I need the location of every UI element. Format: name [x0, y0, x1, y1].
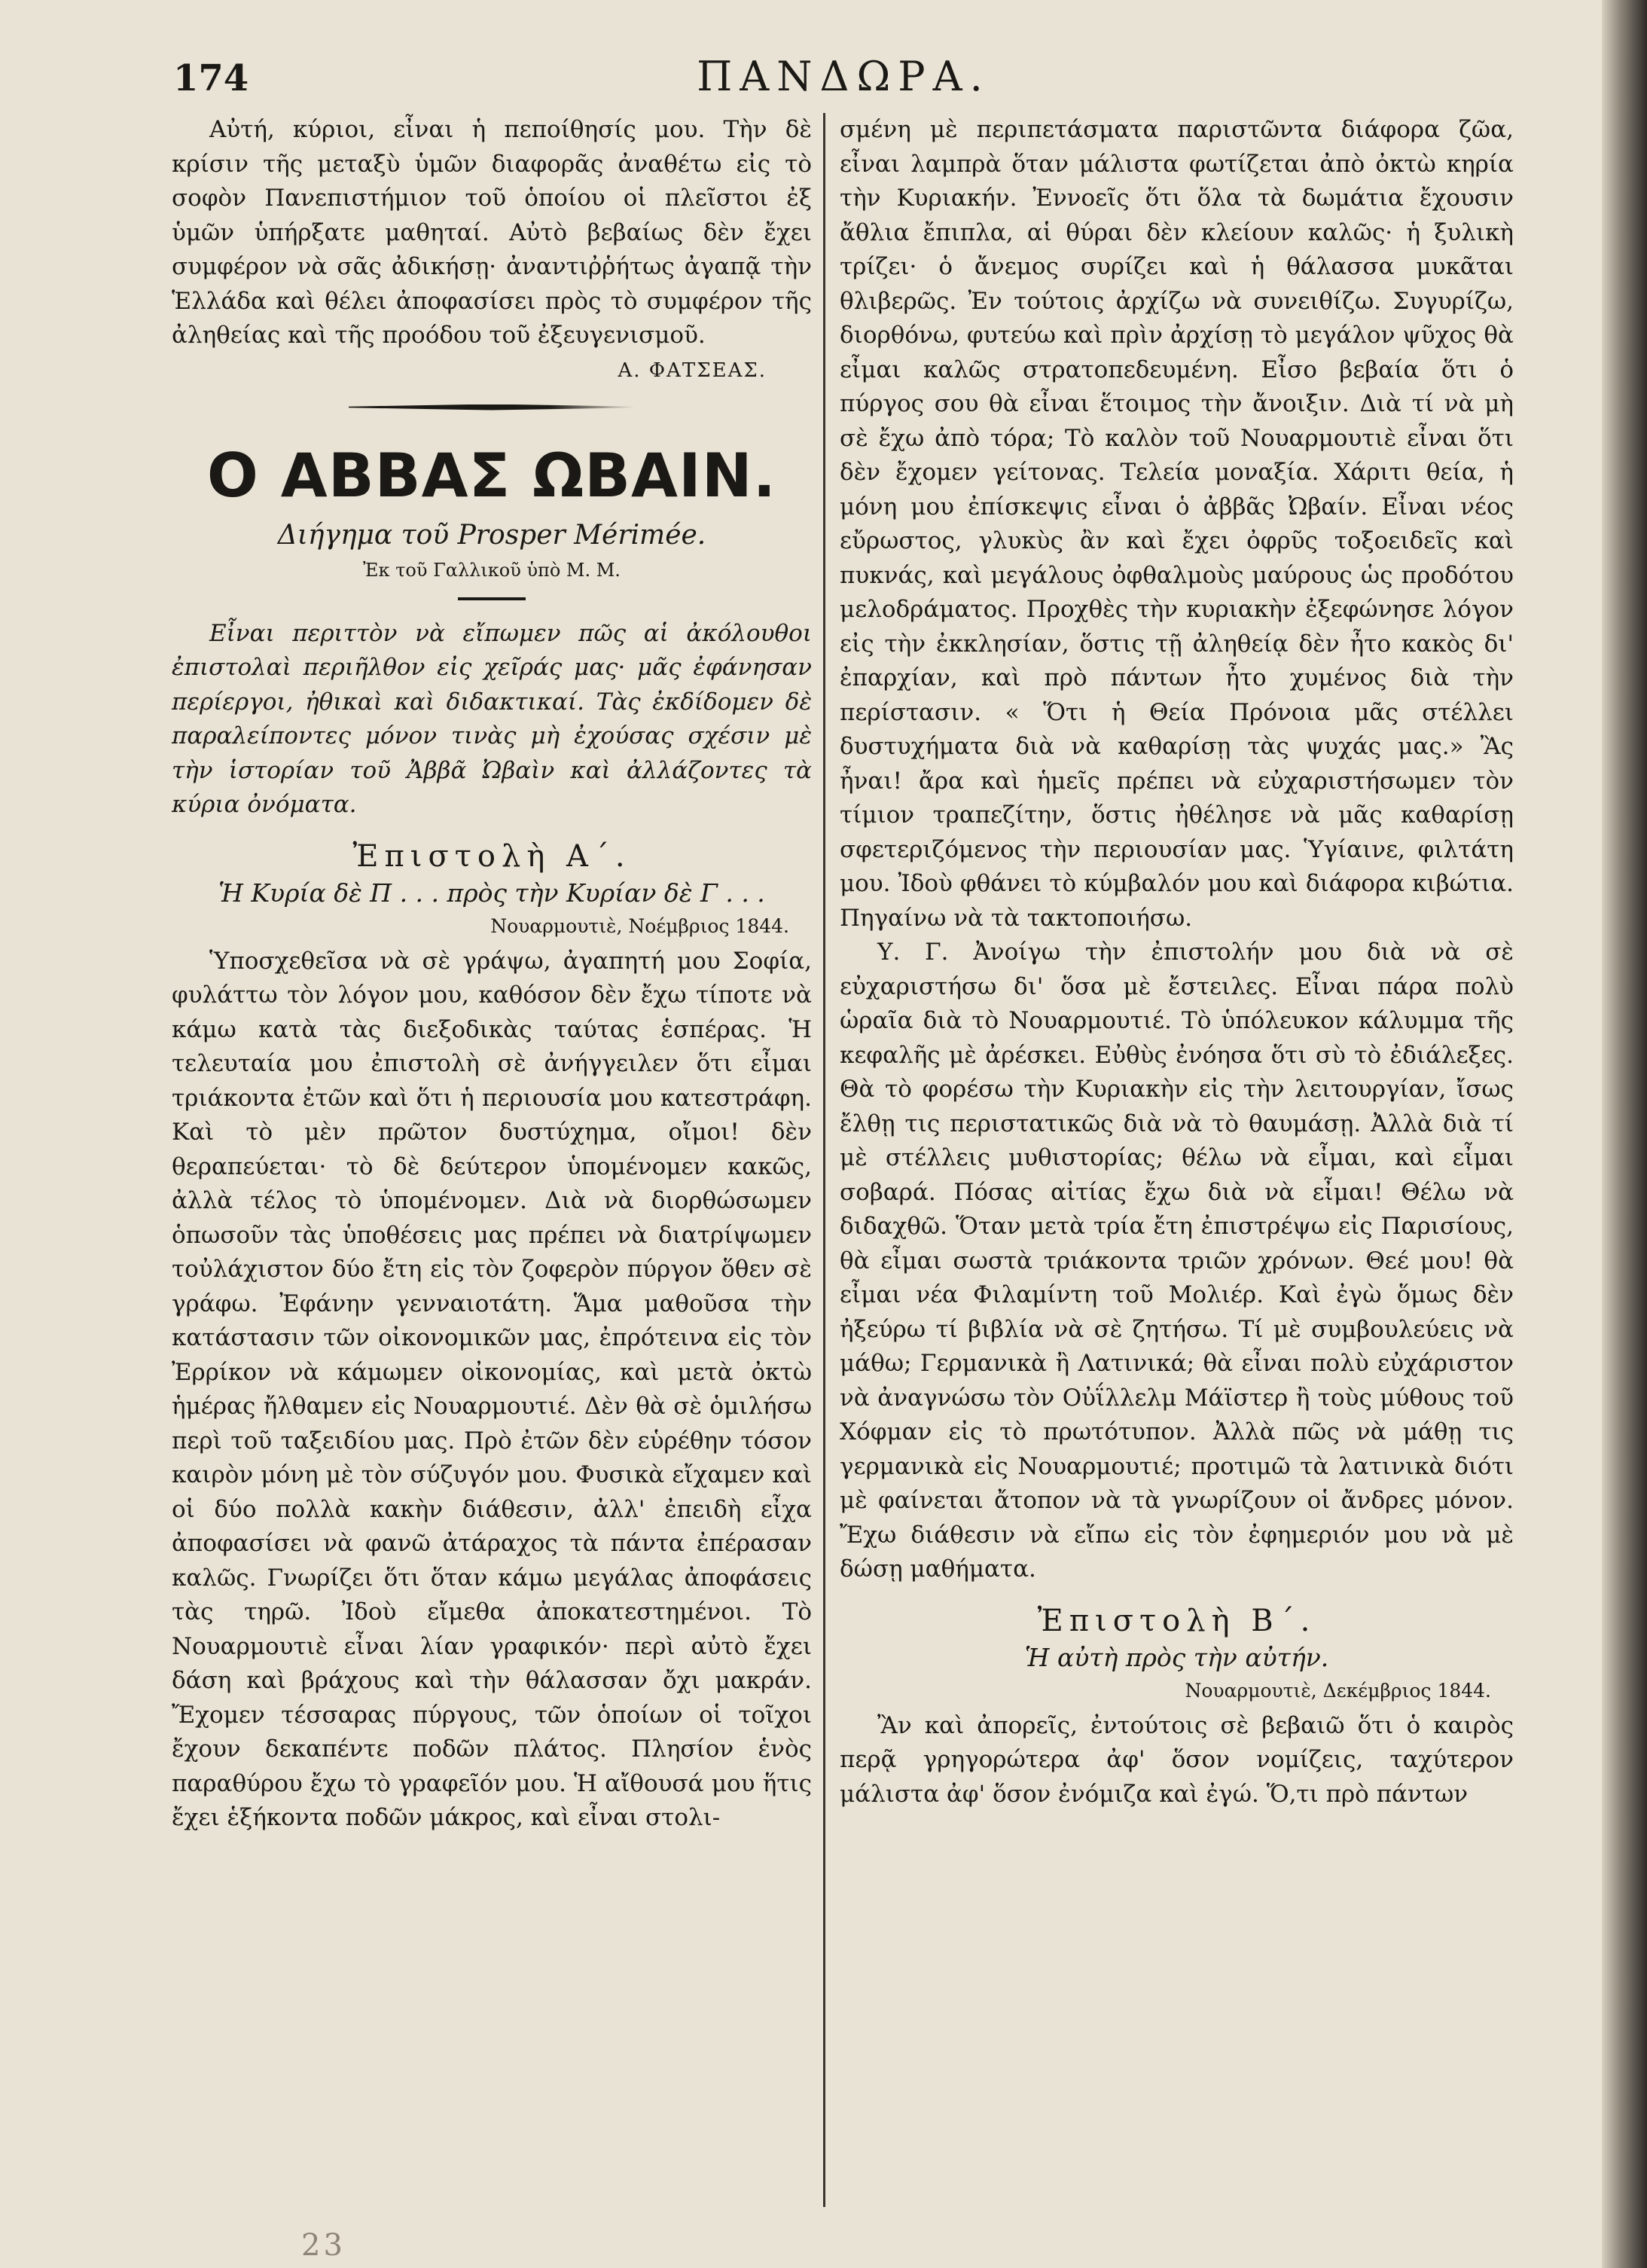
- letter-2-dateline: Νουαρμουτιὲ, Δεκέμβριος 1844.: [1185, 1679, 1491, 1702]
- page-number: 174: [173, 57, 249, 99]
- section-divider: [349, 404, 635, 411]
- story-translator: Ἐκ τοῦ Γαλλικοῦ ὑπὸ Μ. Μ.: [363, 559, 621, 581]
- previous-article-text: Αὐτή, κύριοι, εἶναι ἡ πεποίθησίς μου. Τὴν δὲ κρίσιν τῆς μεταξὺ ὑμῶν διαφορᾶς ἀναθέτω εἰς τὸ σοφὸν Πανεπιστήμιον τοῦ ὁποίου οἱ πλεῖστοι ἐξ ὑμῶν ὑπήρξατε μαθηταί. Αὐτὸ βεβαίως δὲν ἔχει συμφέρον νὰ σᾶς ἀδικήσῃ· ἀναντιῤῥήτως ἀγαπᾷ τὴν Ἑλλάδα καὶ θέλει ἀποφασίσει πρὸς τὸ συμφέρον τῆς ἀληθείας καὶ τῆς προόδου τοῦ ἐξευγενισμοῦ.: [172, 116, 812, 349]
- small-divider: [458, 597, 526, 600]
- letter-1-dateline: Νουαρμουτιὲ, Νοέμβριος 1844.: [490, 914, 789, 937]
- right-column: [840, 113, 1514, 1812]
- left-column: [172, 113, 812, 1836]
- article-signature: Α. ΦΑΤΣΕΑΣ.: [618, 359, 767, 382]
- folio-mark: 23: [301, 2228, 346, 2263]
- column-rule: [823, 113, 825, 2207]
- letter-2-text: Ἂν καὶ ἀπορεῖς, ἐντούτοις σὲ βεβαιῶ ὅτι ὁ καιρὸς περᾷ γρηγορώτερα ἀφ' ὅσον νομίζεις, ταχύτερον μάλιστα ἀφ' ὅσον ἐνόμιζα καὶ ἐγώ. Ὅ,τι πρὸ πάντων: [840, 1711, 1514, 1808]
- story-subtitle: Διήγημα τοῦ Prosper Mérimée.: [277, 519, 706, 551]
- letter-1-text: Ὑποσχεθεῖσα νὰ σὲ γράψω, ἀγαπητή μου Σοφία, φυλάττω τὸν λόγον μου, καθόσον δὲν ἔχω τίποτε νὰ κάμω κατὰ τὰς διεξοδικὰς ταύτας ἑσπέρας. Ἡ τελευταία μου ἐπιστολὴ σὲ ἀνήγγειλεν ὅτι εἶμαι τριάκοντα ἐτῶν καὶ ὅτι ἡ περιουσία μου κατεστράφη. Καὶ τὸ μὲν πρῶτον δυστύχημα, οἴμοι! δὲν θεραπεύεται· τὸ δὲ δεύτερον ὑπομένομεν κακῶς, ἀλλὰ τέλος τὸ ὑπομένομεν. Διὰ νὰ διορθώσωμεν ὁπωσοῦν τὰς ὑποθέσεις μας πρέπει νὰ διατρίψωμεν τοὐλάχιστον δύο ἔτη εἰς τὸν ζοφερὸν πύργον ὅθεν σὲ γράφω. Ἐφάνην γενναιοτάτη. Ἅμα μαθοῦσα τὴν κατάστασιν τῶν οἰκονομικῶν μας, ἐπρότεινα εἰς τὸν Ἐρρίκον νὰ κάμωμεν οἰκονομίας, καὶ μετὰ ὀκτὼ ἡμέρας ἤλθαμεν εἰς Νουαρμουτιέ. Δὲν θὰ σὲ ὁμιλήσω περὶ τοῦ ταξειδίου μας. Πρὸ ἐτῶν δὲν εὑρέθην τόσον καιρὸν μόνη μὲ τὸν σύζυγόν μου. Φυσικὰ εἴχαμεν καὶ οἱ δύο πολλὰ κακὴν διάθεσιν, ἀλλ' ἐπειδὴ εἶχα ἀποφασίσει νὰ φανῶ ἀτάραχος τὰ πάντα ἐπέρασαν καλῶς. Γνωρίζει ὅτι ὅταν κάμω μεγάλας ἀποφάσεις τὰς τηρῶ. Ἰδοὺ εἴμεθα ἀποκατεστημένοι. Τὸ Νουαρμουτιὲ εἶναι λίαν γραφικόν· περὶ αὐτὸ ἔχει δάση καὶ βράχους καὶ τὴν θάλασσαν ὄχι μακράν. Ἔχομεν τέσσαρας πύργους, τῶν ὁποίων οἱ τοῖχοι ἔχουν δεκαπέντε ποδῶν πλάτος. Πλησίον ἑνὸς παραθύρου ἔχω τὸ γραφεῖόν μου. Ἡ αἴθουσά μου ἥτις ἔχει ἑξήκοντα ποδῶν μάκρος, καὶ εἶναι στολι-: [172, 947, 812, 1831]
- letter-1-address: Ἡ Κυρία δὲ Π . . . πρὸς τὴν Κυρίαν δὲ Γ . . .: [218, 878, 765, 908]
- story-title: Ο ΑΒΒΑΣ ΩΒΑΙΝ.: [206, 440, 777, 511]
- story-intro: Εἶναι περιττὸν νὰ εἴπωμεν πῶς αἱ ἀκόλουθοι ἐπιστολαὶ περιῆλθον εἰς χεῖράς μας· μᾶς ἐφάνησαν περίεργοι, ἠθικαὶ καὶ διδακτικαί. Τὰς ἐκδίδομεν δὲ παραλείποντες μόνον τινὰς μὴ ἐχούσας σχέσιν μὲ τὴν ἱστορίαν τοῦ Ἀββᾶ Ὠβαὶν καὶ ἀλλάζοντες τὰ κύρια ὀνόματα.: [172, 619, 812, 818]
- page-header: [173, 53, 1514, 105]
- letter-2-address: Ἡ αὐτὴ πρὸς τὴν αὐτήν.: [1024, 1642, 1329, 1672]
- running-title: ΠΑΝΔΩΡΑ.: [697, 53, 990, 100]
- letter-1-continued: σμένη μὲ περιπετάσματα παριστῶντα διάφορα ζῶα, εἶναι λαμπρὰ ὅταν μάλιστα φωτίζεται ἀπὸ ὀκτὼ κηρία τὴν Κυριακήν. Ἐννοεῖς ὅτι ὅλα τὰ δωμάτια ἔχουσιν ἄθλια ἔπιπλα, αἱ θύραι δὲν κλείουν καλῶς· ἡ ξυλικὴ τρίζει· ὁ ἄνεμος συρίζει καὶ ἡ θάλασσα μυκᾶται θλιβερῶς. Ἐν τούτοις ἀρχίζω νὰ συνειθίζω. Συγυρίζω, διορθόνω, φυτεύω καὶ πρὶν ἀρχίσῃ τὸ μεγάλον ψῦχος θὰ εἶμαι καλῶς στρατοπεδευμένη. Εἶσο βεβαία ὅτι ὁ πύργος σου θὰ εἶναι ἕτοιμος τὴν ἄνοιξιν. Διὰ τί νὰ μὴ σὲ ἔχω ἀπὸ τόρα; Τὸ καλὸν τοῦ Νουαρμουτιὲ εἶναι ὅτι δὲν ἔχομεν γείτονας. Τελεία μοναξία. Χάριτι θεία, ἡ μόνη μου ἐπίσκεψις εἶναι ὁ ἀββᾶς Ὠβαίν. Εἶναι νέος εὔρωστος, γλυκὺς ἂν καὶ ἔχει ὀφρῦς τοξοειδεῖς καὶ πυκνάς, καὶ μεγάλους ὀφθαλμοὺς μαύρους ὡς προδότου μελοδράματος. Προχθὲς τὴν κυριακὴν ἐξεφώνησε λόγον εἰς τὴν ἐκκλησίαν, ὅστις τῇ ἀληθείᾳ δὲν ἦτο κακὸς δι' ἐπαρχίαν, καὶ πρὸ πάντων ἦτο χυμένος διὰ τὴν περίστασιν. « Ὅτι ἡ Θεία Πρόνοια μᾶς στέλλει δυστυχήματα διὰ νὰ καθαρίσῃ τὰς ψυχάς μας.» Ἂς ἦναι! ἄρα καὶ ἡμεῖς πρέπει νὰ εὐχαριστήσωμεν τὸν τίμιον τραπεζίτην, ὅστις ἠθέλησε νὰ μᾶς καθαρίσῃ σφετεριζόμενος τὴν περιουσίαν μας. Ὑγίαινε, φιλτάτη μου. Ἰδοὺ φθάνει τὸ κύμβαλόν μου καὶ διάφορα κιβώτια. Πηγαίνω νὰ τὰ τακτοποιήσω.: [840, 116, 1514, 932]
- letter-1-heading: Ἐπιστολὴ Α΄.: [352, 838, 631, 874]
- letter-1-postscript: Υ. Γ. Ἀνοίγω τὴν ἐπιστολήν μου διὰ νὰ σὲ εὐχαριστήσω δι' ὅσα μὲ ἔστειλες. Εἶναι πάρα πολὺ ὡραῖα διὰ τὸ Νουαρμουτιέ. Τὸ ὑπόλευκον κάλυμμα τῆς κεφαλῆς μὲ ἀρέσκει. Εὐθὺς ἐνόησα ὅτι σὺ τὸ ἐδιάλεξες. Θὰ τὸ φορέσω τὴν Κυριακὴν εἰς τὴν λειτουργίαν, ἴσως ἔλθῃ τις περιστατικῶς διὰ νὰ τὸ θαυμάσῃ. Ἀλλὰ διὰ τί μὲ στέλλεις μυθιστορίας; θέλω νὰ εἶμαι, καὶ εἶμαι σοβαρά. Πόσας αἰτίας ἔχω διὰ νὰ εἶμαι! Θέλω νὰ διδαχθῶ. Ὅταν μετὰ τρία ἔτη ἐπιστρέψω εἰς Παρισίους, θὰ εἶμαι σωστὰ τριάκοντα τριῶν χρόνων. Θεέ μου! θὰ εἶμαι νέα Φιλαμίντη τοῦ Μολιέρ. Καὶ ἐγὼ ὅμως δὲν ἠξεύρω τί βιβλία νὰ σὲ ζητήσω. Τί μὲ συμβουλεύεις νὰ μάθω; Γερμανικὰ ἢ Λατινικά; θὰ εἶναι πολὺ εὐχάριστον νὰ ἀναγνώσω τὸν Οὐΐλλελμ Μάϊστερ ἢ τοὺς μύθους τοῦ Χόφμαν εἰς τὸ πρωτότυπον. Ἀλλὰ πῶς νὰ μάθῃ τις γερμανικὰ εἰς Νουαρμουτιέ; προτιμῶ τὰ λατινικὰ διότι μὲ φαίνεται ἄτοπον νὰ τὰ γνωρίζουν οἱ ἄνδρες μόνον. Ἔχω διάθεσιν νὰ εἴπω εἰς τὸν ἐφημεριόν μου νὰ μὲ δώσῃ μαθήματα.: [840, 939, 1514, 1583]
- page-binding-shadow: [1602, 0, 1647, 2268]
- letter-2-heading: Ἐπιστολὴ Β΄.: [1037, 1603, 1316, 1638]
